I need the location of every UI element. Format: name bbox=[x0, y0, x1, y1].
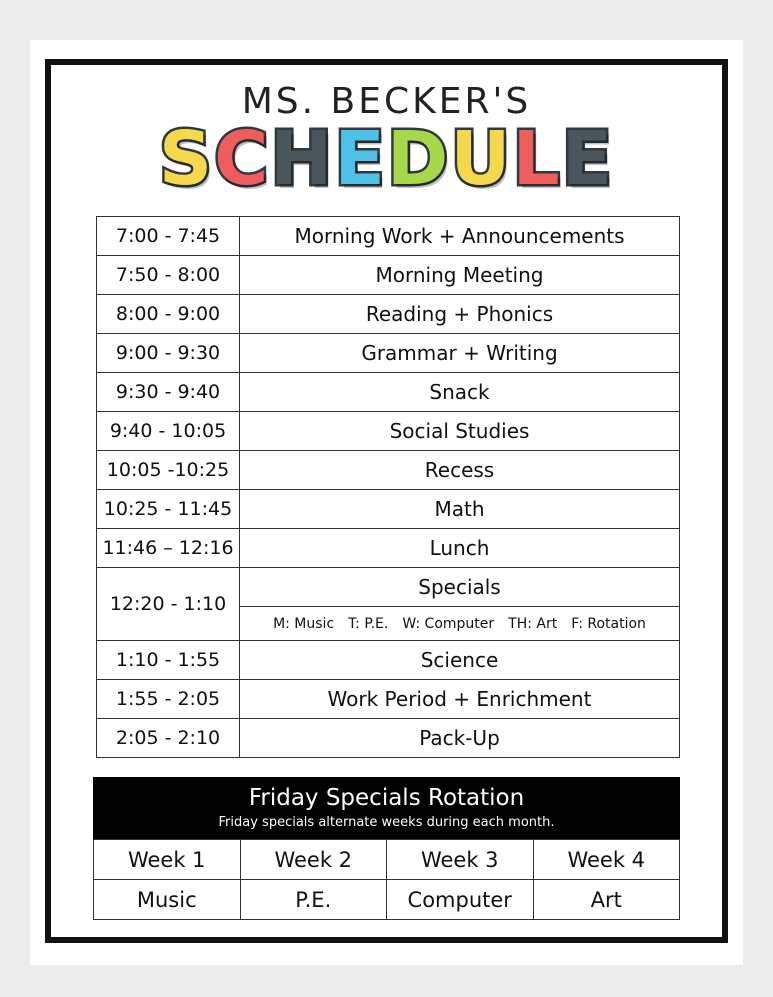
time-cell: 10:25 - 11:45 bbox=[97, 490, 240, 529]
schedule-page bbox=[30, 40, 743, 965]
page-frame bbox=[45, 59, 728, 943]
special-day-label: F: Rotation bbox=[571, 615, 646, 632]
schedule-table bbox=[96, 216, 680, 758]
activity-cell: Social Studies bbox=[240, 412, 680, 451]
special-day-label: TH: Art bbox=[508, 615, 558, 632]
title-letter: E bbox=[561, 116, 615, 202]
schedule-row bbox=[97, 451, 680, 490]
special-day-label: W: Computer bbox=[402, 615, 495, 632]
special-day-label: M: Music bbox=[273, 615, 335, 632]
title-name: MS. BECKER'S bbox=[241, 81, 532, 122]
schedule-row bbox=[97, 641, 680, 680]
rotation-specials-row bbox=[94, 880, 680, 920]
title-letter: D bbox=[386, 116, 451, 202]
time-cell: 11:46 – 12:16 bbox=[97, 529, 240, 568]
rotation-weeks-row bbox=[94, 840, 680, 880]
time-cell: 10:05 -10:25 bbox=[97, 451, 240, 490]
time-cell: 9:30 - 9:40 bbox=[97, 373, 240, 412]
schedule-row bbox=[97, 217, 680, 256]
activity-cell: Lunch bbox=[240, 529, 680, 568]
rotation-header bbox=[93, 777, 680, 839]
special-cell: Music bbox=[94, 880, 241, 920]
time-cell: 2:05 - 2:10 bbox=[97, 719, 240, 758]
activity-cell: Math bbox=[240, 490, 680, 529]
title-letter: C bbox=[214, 116, 271, 202]
week-cell: Week 3 bbox=[387, 840, 534, 880]
time-cell: 8:00 - 9:00 bbox=[97, 295, 240, 334]
activity-cell: Specials bbox=[240, 568, 680, 607]
rotation-table bbox=[93, 839, 680, 920]
special-day-label: T: P.E. bbox=[348, 615, 389, 632]
schedule-row bbox=[97, 256, 680, 295]
title-letter: S bbox=[158, 116, 215, 202]
schedule-row bbox=[97, 719, 680, 758]
schedule-row bbox=[97, 680, 680, 719]
time-cell: 7:00 - 7:45 bbox=[97, 217, 240, 256]
title-letter: U bbox=[450, 116, 513, 202]
week-cell: Week 4 bbox=[533, 840, 680, 880]
rotation-subtitle: Friday specials alternate weeks during each month. bbox=[218, 815, 555, 830]
special-cell: Art bbox=[533, 880, 680, 920]
special-cell: P.E. bbox=[240, 880, 387, 920]
time-cell: 9:40 - 10:05 bbox=[97, 412, 240, 451]
activity-cell: Grammar + Writing bbox=[240, 334, 680, 373]
time-cell: 7:50 - 8:00 bbox=[97, 256, 240, 295]
time-cell: 1:55 - 2:05 bbox=[97, 680, 240, 719]
specials-detail-cell bbox=[240, 607, 680, 641]
schedule-row bbox=[97, 334, 680, 373]
time-cell: 9:00 - 9:30 bbox=[97, 334, 240, 373]
activity-cell: Reading + Phonics bbox=[240, 295, 680, 334]
activity-cell: Work Period + Enrichment bbox=[240, 680, 680, 719]
schedule-row bbox=[97, 568, 680, 607]
activity-cell: Pack-Up bbox=[240, 719, 680, 758]
rotation-title: Friday Specials Rotation bbox=[248, 785, 525, 811]
schedule-row bbox=[97, 373, 680, 412]
title-schedule bbox=[51, 116, 722, 202]
time-cell: 12:20 - 1:10 bbox=[97, 568, 240, 641]
title-letter: L bbox=[512, 116, 562, 202]
activity-cell: Morning Work + Announcements bbox=[240, 217, 680, 256]
schedule-row bbox=[97, 529, 680, 568]
time-cell: 1:10 - 1:55 bbox=[97, 641, 240, 680]
activity-cell: Science bbox=[240, 641, 680, 680]
schedule-row bbox=[97, 295, 680, 334]
special-cell: Computer bbox=[387, 880, 534, 920]
schedule-row bbox=[97, 490, 680, 529]
activity-cell: Recess bbox=[240, 451, 680, 490]
activity-cell: Snack bbox=[240, 373, 680, 412]
title-letter: E bbox=[334, 116, 387, 202]
schedule-row bbox=[97, 412, 680, 451]
activity-cell: Morning Meeting bbox=[240, 256, 680, 295]
week-cell: Week 2 bbox=[240, 840, 387, 880]
title-letter: H bbox=[270, 116, 335, 202]
week-cell: Week 1 bbox=[94, 840, 241, 880]
